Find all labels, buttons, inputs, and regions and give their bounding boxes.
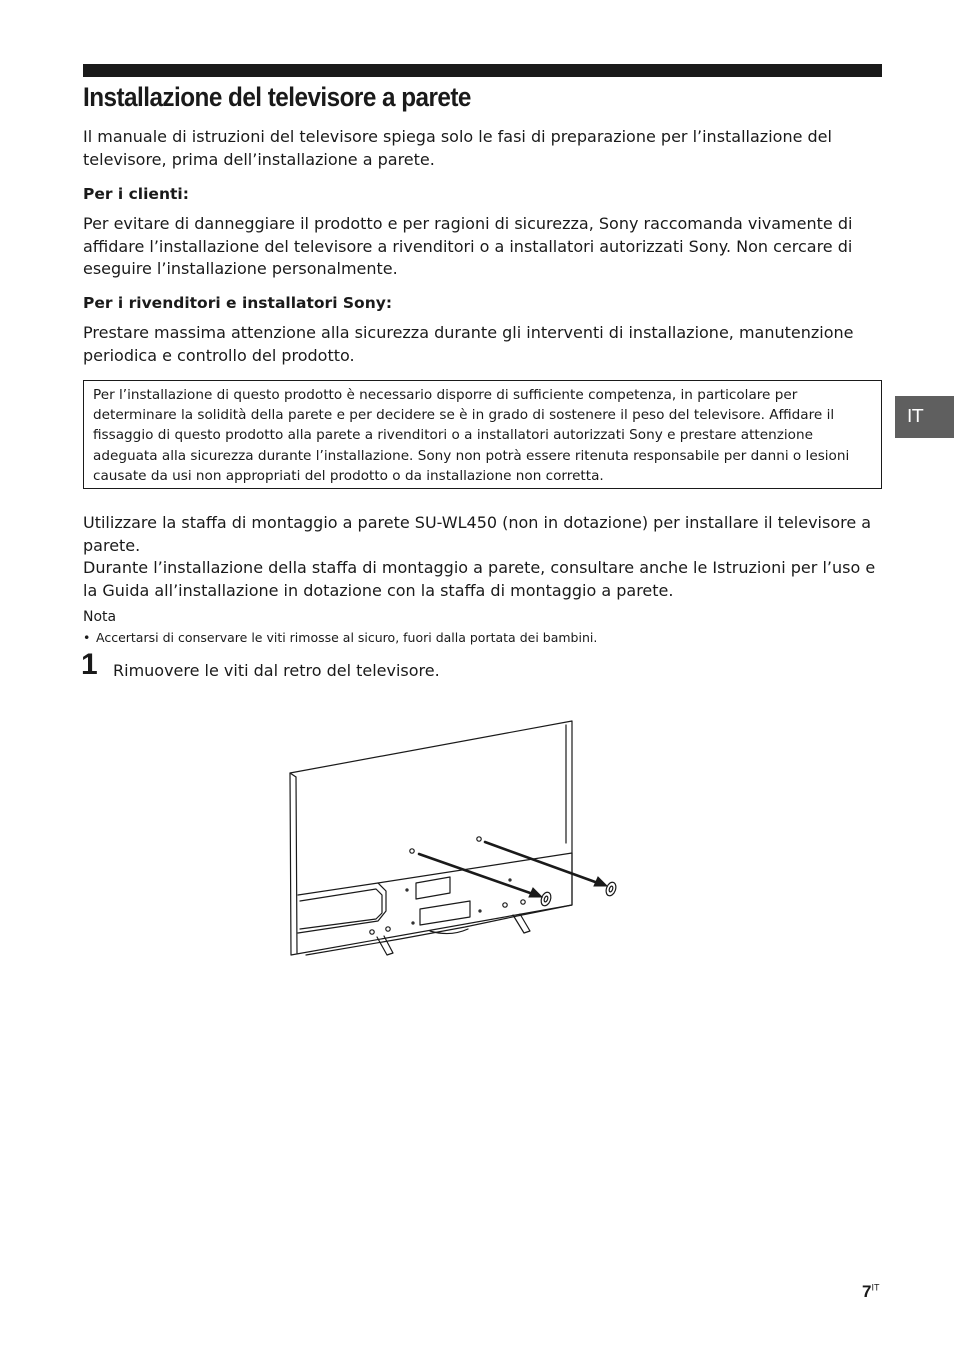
title-rule	[83, 64, 882, 77]
note-item	[83, 630, 597, 645]
safety-notice-box: Per l’installazione di questo prodotto è necessario disporre di sufficiente competenza, in particolare per determinare la solidità della parete e per decidere se è in grado di sostenere il peso del televisore. Affidare il fissaggio di questo prodotto alla parete a rivenditori o a installatori autorizzati Sony e prestare attenzione adeguata alla sicurezza durante l’installazione. Sony non potrà essere ritenuta responsabile per danni o lesioni causate da usi non appropriati del prodotto o da installazione non corretta.	[83, 380, 882, 489]
bullet-icon: •	[83, 630, 91, 645]
page-number	[862, 1282, 879, 1302]
tv-rear-illustration	[280, 715, 625, 965]
note-label: Nota	[83, 609, 117, 625]
page-number-value: 7	[862, 1282, 872, 1301]
tv-panel	[290, 721, 572, 955]
dealers-heading: Per i rivenditori e installatori Sony:	[83, 294, 393, 312]
page-number-suffix: IT	[871, 1282, 880, 1293]
page-title: Installazione del televisore a parete	[83, 82, 471, 112]
dealers-paragraph: Prestare massima attenzione alla sicurezza durante gli interventi di installazione, manutenzione periodica e controllo del prodotto.	[83, 323, 854, 365]
bracket-guide-paragraph: Durante l’installazione della staffa di montaggio a parete, consultare anche le Istruzioni per l’uso e la Guida all’installazione in dotazione con la staffa di montaggio a parete.	[83, 558, 876, 600]
language-tab: IT	[895, 396, 954, 438]
step-number: 1	[81, 648, 98, 681]
step-text: Rimuovere le viti dal retro del televisore.	[113, 661, 440, 680]
intro-paragraph: Il manuale di istruzioni del televisore spiega solo le fasi di preparazione per l’installazione del televisore, prima dell’installazione a parete.	[83, 127, 832, 169]
screw-icon	[604, 881, 617, 897]
customers-paragraph: Per evitare di danneggiare il prodotto e per ragioni di sicurezza, Sony raccomanda vivamente di affidare l’installazione del televisore a rivenditori o a installatori autorizzati Sony. Non cercare di eseguire l’installazione personalmente.	[83, 214, 853, 278]
bracket-paragraph: Utilizzare la staffa di montaggio a parete SU-WL450 (non in dotazione) per installare il televisore a parete.	[83, 513, 872, 555]
customers-heading: Per i clienti:	[83, 185, 189, 203]
note-item-text: Accertarsi di conservare le viti rimosse al sicuro, fuori dalla portata dei bambini.	[96, 630, 598, 645]
